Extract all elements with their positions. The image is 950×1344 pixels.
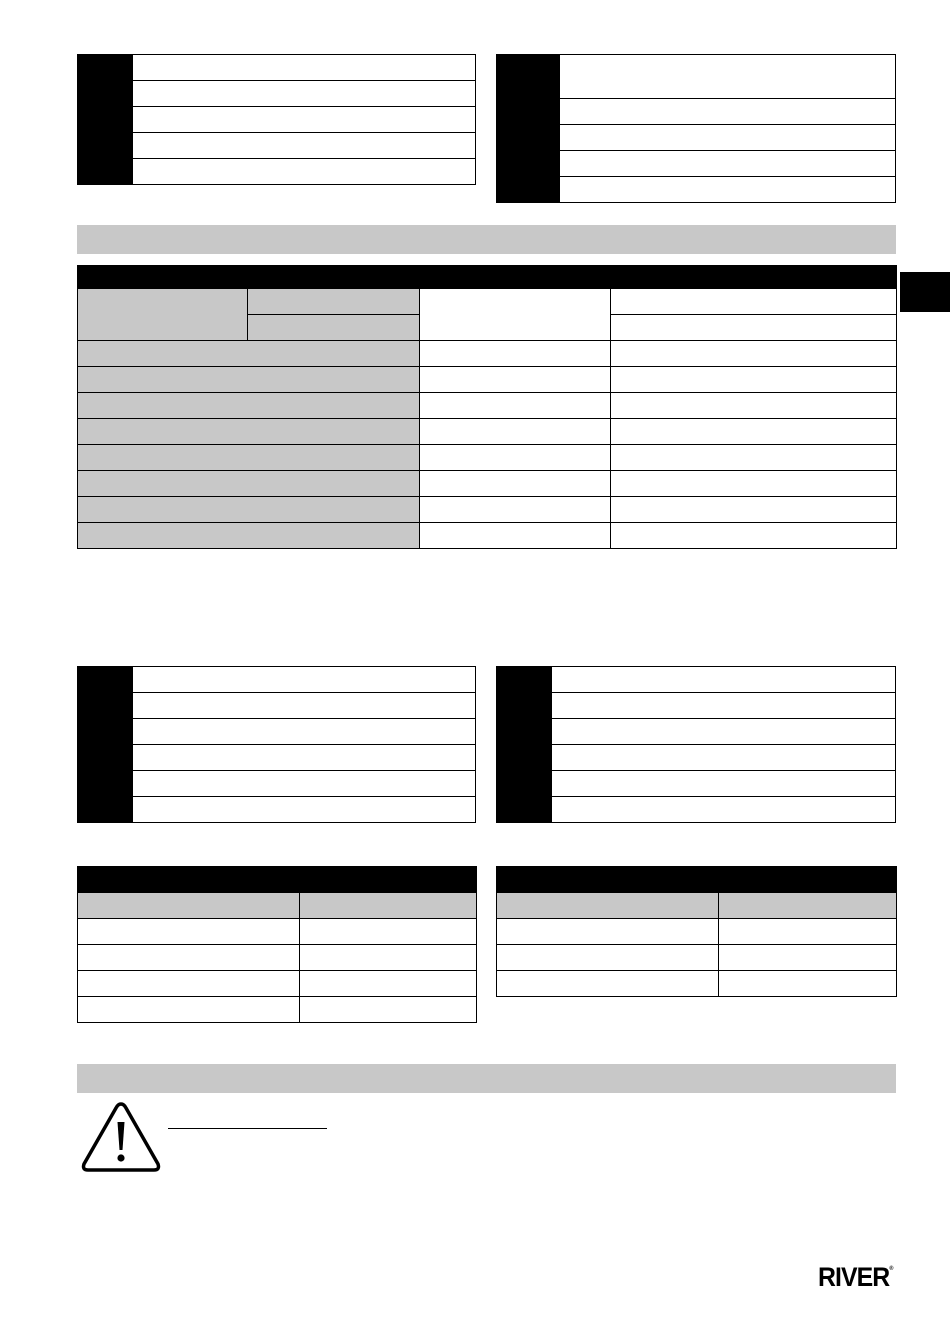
key-number-cell [78,133,133,159]
key-text-cell [133,771,476,797]
specifications-table [77,265,897,549]
key-number-cell [497,771,552,797]
table-header [497,867,897,893]
table-cell [300,945,477,971]
key-number-cell [497,99,560,125]
table-cell [497,919,719,945]
table-cell [719,945,897,971]
key-number-cell [78,81,133,107]
table-subheader-cell [78,893,300,919]
key-text-cell [552,797,896,823]
key-number-cell [497,667,552,693]
spec-value-cell [420,289,611,341]
spec-value-cell [420,367,611,393]
table-cell [78,919,300,945]
key-number-cell [78,693,133,719]
key-text-cell [133,81,476,107]
key-text-cell [552,745,896,771]
spec-header-cell [78,266,420,289]
key-number-cell [497,177,560,203]
warning-triangle-icon [80,1100,162,1174]
spec-label-cell [78,419,420,445]
spec-label-cell [78,367,420,393]
spec-label-cell [78,445,420,471]
spec-sublabel-cell [248,315,420,341]
spec-sublabel-cell [248,289,420,315]
key-text-cell [560,125,896,151]
table-cell [78,945,300,971]
spec-header-cell [611,266,897,289]
spec-value-cell [420,419,611,445]
key-text-cell [133,133,476,159]
table-cell [300,971,477,997]
key-text-cell [560,151,896,177]
section-header-bar [77,225,896,254]
key-number-cell [497,719,552,745]
spec-value-cell [611,289,897,315]
key-number-cell [78,745,133,771]
table-subheader-cell [719,893,897,919]
spec-value-cell [420,497,611,523]
logo-text: RIVER [818,1262,890,1292]
key-text-cell [552,667,896,693]
key-text-cell [133,693,476,719]
spec-value-cell [611,445,897,471]
table-cell [719,971,897,997]
key-table-top-right [496,54,896,203]
warning-heading-underline [168,1128,327,1129]
spec-label-cell [78,393,420,419]
key-number-cell [78,771,133,797]
table-subheader-cell [300,893,477,919]
key-text-cell [552,771,896,797]
spec-value-cell [420,445,611,471]
key-table-mid-right [496,666,896,823]
key-text-cell [133,55,476,81]
table-cell [300,997,477,1023]
spec-label-cell [78,341,420,367]
key-text-cell [133,107,476,133]
table-cell [300,919,477,945]
key-text-cell [133,667,476,693]
spec-value-cell [611,471,897,497]
key-text-cell [552,693,896,719]
spec-value-cell [611,393,897,419]
table-cell [78,971,300,997]
key-number-cell [78,719,133,745]
key-text-cell [560,55,896,99]
key-text-cell [133,719,476,745]
key-number-cell [497,693,552,719]
key-text-cell [133,159,476,185]
key-number-cell [78,55,133,81]
key-number-cell [78,159,133,185]
river-logo [818,1262,892,1293]
key-table-mid-left [77,666,476,823]
spec-value-cell [611,315,897,341]
key-number-cell [78,667,133,693]
spec-value-cell [611,341,897,367]
spec-value-cell [420,471,611,497]
key-number-cell [497,55,560,99]
table-cell [497,971,719,997]
key-text-cell [552,719,896,745]
table-subheader-cell [497,893,719,919]
key-number-cell [497,151,560,177]
spec-label-cell [78,289,248,341]
spec-label-cell [78,471,420,497]
table-cell [497,945,719,971]
key-text-cell [133,745,476,771]
key-number-cell [497,745,552,771]
chapter-side-tab [900,272,950,312]
spec-value-cell [611,523,897,549]
key-text-cell [560,99,896,125]
spec-value-cell [611,367,897,393]
spec-value-cell [420,523,611,549]
key-number-cell [497,125,560,151]
spec-label-cell [78,523,420,549]
table-cell [719,919,897,945]
data-table-right [496,866,897,997]
key-number-cell [497,797,552,823]
spec-header-cell [420,266,611,289]
section-header-bar [77,1064,896,1093]
table-cell [78,997,300,1023]
key-number-cell [78,107,133,133]
key-text-cell [560,177,896,203]
table-header [78,867,477,893]
spec-value-cell [420,341,611,367]
data-table-left [77,866,477,1023]
spec-value-cell [420,393,611,419]
key-number-cell [78,797,133,823]
key-table-top-left [77,54,476,185]
spec-label-cell [78,497,420,523]
registered-mark: ® [889,1266,893,1272]
spec-value-cell [611,419,897,445]
spec-value-cell [611,497,897,523]
key-text-cell [133,797,476,823]
